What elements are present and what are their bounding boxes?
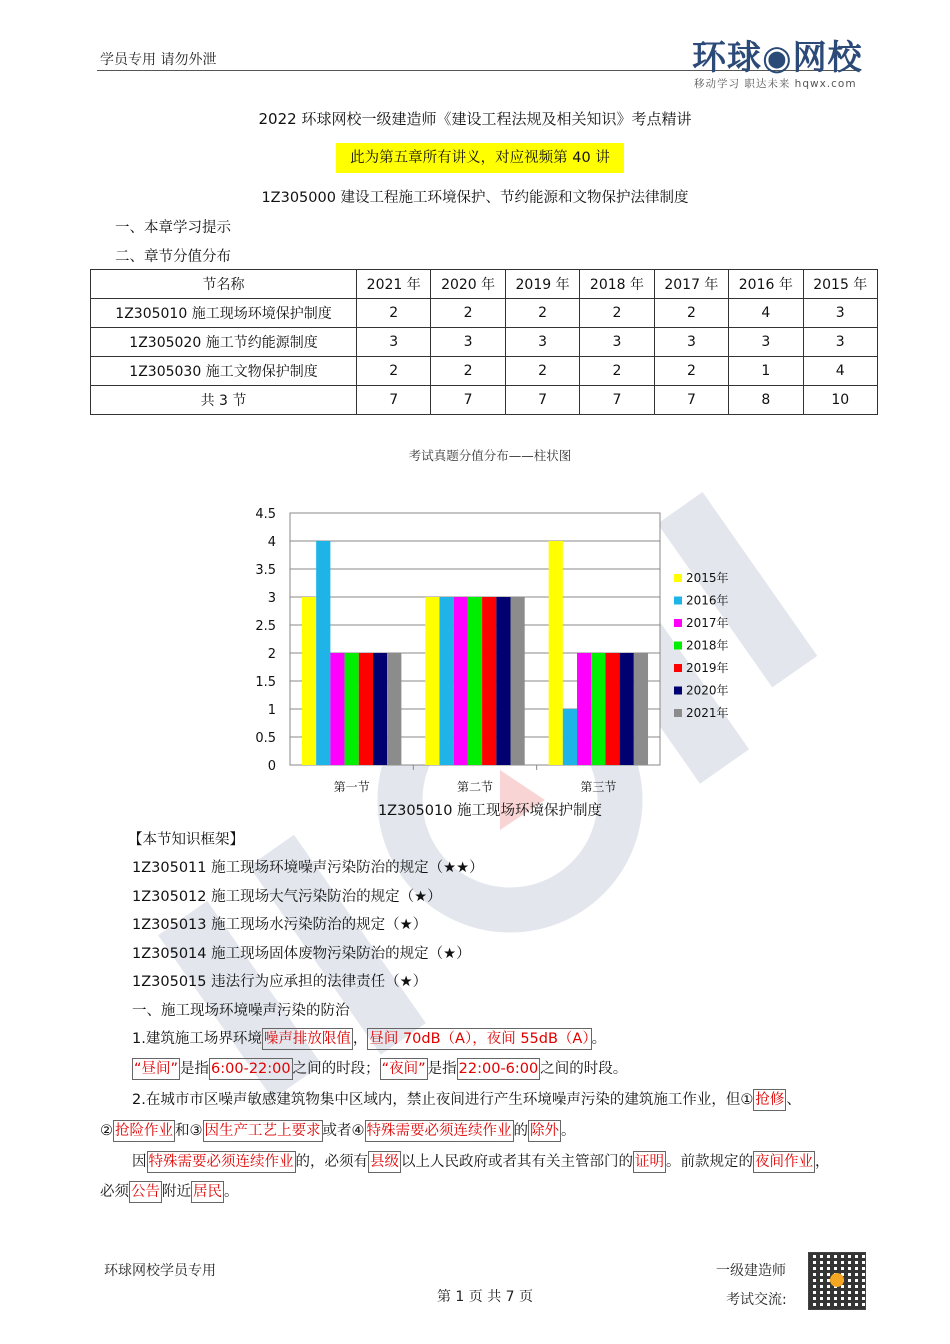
table-cell: 2 [357,357,431,386]
key-term: 特殊需要必须连续作业 [365,1120,514,1142]
key-term: 6:00-22:00 [209,1058,293,1080]
table-cell: 2 [431,299,505,328]
bar [454,597,468,765]
chapter-title: 1Z305000 建设工程施工环境保护、节约能源和文物保护法律制度 [261,190,689,206]
bar [440,597,454,765]
bar [387,653,401,765]
document-title: 2022 环球网校一级建造师《建设工程法规及相关知识》考点精讲 [258,110,692,128]
framework-item: 1Z305015 违法行为应承担的法律责任（★） [132,974,428,990]
table-cell: 10 [803,386,877,415]
table-cell: 2 [357,299,431,328]
y-tick-label: 4 [267,535,276,550]
table-row [91,357,878,386]
key-term: 抢险作业 [113,1120,175,1142]
bar [577,653,591,765]
key-term: 特殊需要必须连续作业 [147,1151,296,1173]
table-row [91,386,878,415]
table-cell: 2 [580,299,654,328]
table-cell: 3 [803,328,877,357]
table-cell: 2 [505,357,579,386]
legend-swatch [674,597,682,605]
table-cell: 共 3 节 [91,386,357,415]
bar [482,597,496,765]
text-run: ， [815,1154,830,1170]
highlight-notice: 此为第五章所有讲义，对应视频第 40 讲 [336,143,624,173]
paragraph-noise-limits [132,1028,606,1050]
y-tick-label: 0.5 [255,731,276,746]
text-run: 。 [224,1184,239,1200]
table-header-cell: 2015 年 [803,270,877,299]
table-cell: 7 [505,386,579,415]
text-run: 是指 [180,1061,210,1077]
table-cell: 1Z305030 施工文物保护制度 [91,357,357,386]
y-tick-label: 1.5 [255,675,276,690]
bar [359,653,373,765]
page-number: 第 1 页 共 7 页 [436,1289,534,1305]
section-heading-2: 二、章节分值分布 [115,249,231,265]
bar [345,653,359,765]
legend-label: 2016年 [686,593,729,608]
table-header-cell: 节名称 [91,270,357,299]
paragraph-night-ban [132,1089,801,1111]
bar [302,597,316,765]
table-header-cell: 2017 年 [654,270,728,299]
text-run: 。 [591,1031,607,1047]
key-term: 公告 [129,1181,162,1203]
framework-item: 1Z305013 施工现场水污染防治的规定（★） [132,917,428,933]
legend-label: 2020年 [686,683,729,698]
bar [425,597,439,765]
bar-chart [240,500,760,805]
legend-label: 2021年 [686,706,729,720]
table-cell: 7 [357,386,431,415]
framework-item: 1Z305011 施工现场环境噪声污染防治的规定（★★） [132,860,484,876]
table-cell: 3 [729,328,803,357]
text-run: 必须 [100,1184,129,1200]
text-run: 和③ [175,1123,203,1139]
bar [549,541,563,765]
table-header-cell: 2018 年 [580,270,654,299]
bar [605,653,619,765]
text-run: ， [352,1031,368,1047]
paragraph-notice [100,1181,239,1203]
key-term: “夜间” [380,1058,428,1080]
legend-label: 2017年 [686,616,729,630]
x-tick-label: 第一节 [333,780,370,794]
table-cell: 2 [505,299,579,328]
key-term: 因生产工艺上要求 [203,1120,323,1142]
score-table [90,269,878,415]
text-run: 2.在城市市区噪声敏感建筑物集中区域内，禁止夜间进行产生环境噪声污染的建筑施工作业，但① [132,1092,754,1108]
brand-slogan: 移动学习 职达未来 hqwx.com [694,78,857,90]
table-cell: 3 [357,328,431,357]
table-cell: 3 [580,328,654,357]
legend-swatch [674,619,682,627]
table-cell: 3 [505,328,579,357]
table-cell: 7 [580,386,654,415]
x-tick-label: 第二节 [456,780,494,794]
y-tick-label: 1 [267,703,276,718]
table-row [91,299,878,328]
key-term: 昼间 70dB（A），夜间 55dB（A） [367,1028,591,1050]
text-run: 或者④ [322,1123,365,1139]
table-cell: 7 [431,386,505,415]
text-run: 之间的时段； [292,1061,380,1077]
key-term: 居民 [191,1181,224,1203]
bar [316,541,330,765]
table-cell: 8 [729,386,803,415]
paragraph-exceptions [100,1120,576,1142]
table-row [91,328,878,357]
text-run: ② [100,1123,113,1139]
legend-swatch [674,664,682,672]
header-notice: 学员专用 请勿外泄 [100,52,217,68]
bar [330,653,344,765]
text-run: 的，必须有 [295,1154,368,1170]
legend-swatch [674,642,682,650]
legend-label: 2018年 [686,638,729,653]
table-cell: 2 [580,357,654,386]
table-header-cell: 2019 年 [505,270,579,299]
key-term: 县级 [368,1151,401,1173]
text-run: 是指 [427,1061,457,1077]
key-term: “昼间” [132,1058,180,1080]
text-run: 的 [513,1123,528,1139]
table-cell: 3 [803,299,877,328]
legend-label: 2019年 [686,661,729,675]
bar [563,709,577,765]
qr-center-icon [830,1273,844,1287]
text-run: 因 [132,1154,147,1170]
table-cell: 2 [654,299,728,328]
key-term: 除外 [528,1120,561,1142]
table-cell: 1Z305010 施工现场环境保护制度 [91,299,357,328]
table-cell: 1Z305020 施工节约能源制度 [91,328,357,357]
bar [468,597,482,765]
y-tick-label: 4.5 [255,507,276,522]
y-tick-label: 0 [267,759,276,774]
table-header-cell: 2020 年 [431,270,505,299]
y-tick-label: 2 [267,647,276,662]
bar [634,653,648,765]
bar [373,653,387,765]
legend-swatch [674,574,682,582]
table-cell: 2 [431,357,505,386]
footer-left: 环球网校学员专用 [104,1263,216,1279]
bar [591,653,605,765]
legend-swatch [674,687,682,695]
table-cell: 4 [729,299,803,328]
y-tick-label: 2.5 [255,619,276,634]
key-term: 22:00-6:00 [457,1058,541,1080]
brand-logo: 环球◉网校 [692,38,863,78]
section-heading-1: 一、本章学习提示 [115,220,231,236]
table-cell: 7 [654,386,728,415]
text-run: 。前款规定的 [666,1154,753,1170]
chart-title: 考试真题分值分布——柱状图 [408,448,572,463]
legend-label: 2015年 [686,571,729,585]
legend-swatch [674,709,682,717]
bar [496,597,510,765]
framework-label: 【本节知识框架】 [128,832,244,848]
table-header-cell: 2021 年 [357,270,431,299]
framework-item: 1Z305012 施工现场大气污染防治的规定（★） [132,889,442,905]
section-title: 1Z305010 施工现场环境保护制度 [377,803,603,819]
key-term: 夜间作业 [753,1151,815,1173]
footer-exam-name: 一级建造师 [716,1263,786,1279]
table-header-cell: 2016 年 [729,270,803,299]
table-header-row [91,270,878,299]
key-term: 证明 [633,1151,666,1173]
text-run: 以上人民政府或者其有关主管部门的 [401,1154,633,1170]
bar [511,597,525,765]
table-cell: 4 [803,357,877,386]
table-cell: 2 [654,357,728,386]
x-tick-label: 第三节 [580,780,617,794]
table-cell: 1 [729,357,803,386]
table-cell: 3 [654,328,728,357]
text-run: 附近 [162,1184,191,1200]
footer-exam-chat: 考试交流: [726,1292,787,1308]
y-tick-label: 3 [267,591,276,606]
text-run: 、 [786,1092,801,1108]
text-run: 1.建筑施工场界环境 [132,1031,262,1047]
subsection-heading: 一、施工现场环境噪声污染的防治 [132,1003,350,1019]
y-tick-label: 3.5 [255,563,276,578]
paragraph-day-night [132,1058,627,1080]
text-run: 。 [561,1123,576,1139]
table-cell: 3 [431,328,505,357]
bar [620,653,634,765]
key-term: 噪声排放限值 [262,1028,353,1050]
framework-item: 1Z305014 施工现场固体废物污染防治的规定（★） [132,946,471,962]
key-term: 抢修 [753,1089,786,1111]
text-run: 之间的时段。 [540,1061,628,1077]
paragraph-permit [132,1151,830,1173]
